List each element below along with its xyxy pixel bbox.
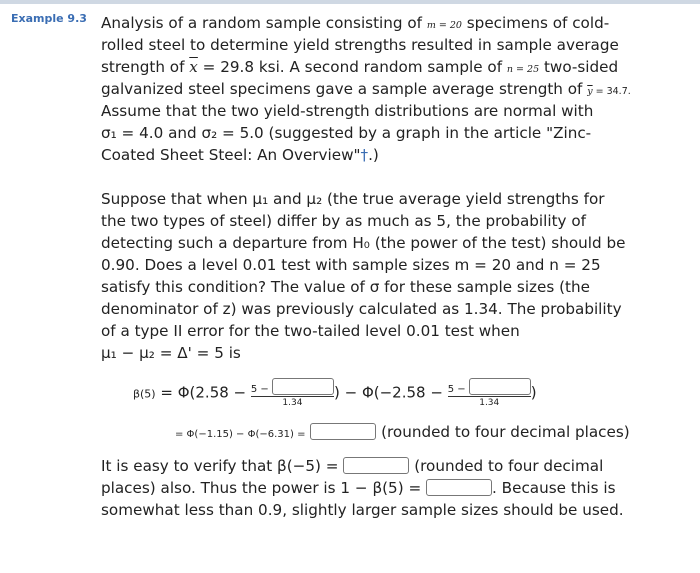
y-bar-value: = 34.7. bbox=[592, 86, 631, 97]
text: galvanized steel specimens gave a sample average strength of bbox=[101, 80, 588, 98]
example-label: Example 9.3 bbox=[11, 12, 87, 25]
text: .) bbox=[368, 146, 379, 164]
fraction-2 bbox=[448, 378, 531, 408]
text-line: somewhat less than 0.9, slightly larger sample sizes should be used. bbox=[101, 501, 624, 519]
rounding-note: (rounded to four decimal places) bbox=[381, 423, 630, 441]
text: places) also. Thus the power is 1 − β(5) = bbox=[101, 479, 422, 497]
beta-label: β(5) bbox=[133, 387, 156, 401]
phi-term-1: Φ(2.58 − bbox=[177, 383, 251, 402]
fraction-1 bbox=[251, 378, 334, 408]
text-line bbox=[101, 455, 696, 477]
answer-input-numerator-1[interactable] bbox=[272, 378, 334, 395]
text-line bbox=[101, 144, 691, 166]
text-line: μ₁ − μ₂ = Δ' = 5 is bbox=[101, 344, 241, 362]
fraction-denominator: 1.34 bbox=[479, 398, 500, 408]
text: . Because this is bbox=[492, 479, 616, 497]
answer-input-numerator-2[interactable] bbox=[469, 378, 531, 395]
phi-difference: = Φ(−1.15) − Φ(−6.31) = bbox=[175, 429, 306, 440]
text-line bbox=[101, 12, 691, 34]
equals: = bbox=[155, 383, 178, 402]
text-line bbox=[101, 477, 696, 499]
answer-input-power[interactable] bbox=[426, 479, 492, 496]
text: 5 − bbox=[250, 384, 269, 395]
sample-size-m: m = 20 bbox=[426, 20, 462, 31]
text-line bbox=[101, 56, 691, 78]
text: strength of bbox=[101, 58, 190, 76]
text-line: denominator of z) was previously calculated as 1.34. The probability bbox=[101, 300, 622, 318]
text-line: detecting such a departure from H₀ (the power of the test) should be bbox=[101, 234, 626, 252]
fraction-numerator bbox=[251, 378, 334, 397]
paragraph-conclusion bbox=[101, 455, 696, 521]
text-line: of a type II error for the two-tailed level 0.01 test when bbox=[101, 322, 520, 340]
x-bar: $\overline{x}$ bbox=[189, 58, 198, 76]
text: Coated Sheet Steel: An Overview" bbox=[101, 146, 361, 164]
phi-evaluation bbox=[175, 423, 630, 441]
text-line: the two types of steel) differ by as much as 5, the probability of bbox=[101, 212, 586, 230]
close-paren: ) bbox=[530, 383, 537, 402]
text-line bbox=[101, 78, 691, 100]
text-line: Assume that the two yield-strength distributions are normal with bbox=[101, 102, 594, 120]
text: two-sided bbox=[539, 58, 619, 76]
text: (rounded to four decimal bbox=[414, 457, 604, 475]
text: = 29.8 ksi. A second random sample of bbox=[197, 58, 507, 76]
text-line: satisfy this condition? The value of σ for these sample sizes (the bbox=[101, 278, 590, 296]
paragraph-question bbox=[101, 188, 691, 364]
top-border bbox=[0, 0, 700, 4]
text-line: 0.90. Does a level 0.01 test with sample sizes m = 20 and n = 25 bbox=[101, 256, 601, 274]
answer-input-beta5[interactable] bbox=[310, 423, 376, 440]
text-line: Suppose that when μ₁ and μ₂ (the true average yield strengths for bbox=[101, 190, 605, 208]
beta-equation bbox=[133, 378, 537, 408]
sample-size-n: n = 25 bbox=[506, 64, 540, 75]
answer-input-beta-neg5[interactable] bbox=[343, 457, 409, 474]
y-bar: $\overline{y}$ bbox=[587, 86, 593, 97]
text: Analysis of a random sample consisting of bbox=[101, 14, 427, 32]
footnote-link[interactable]: † bbox=[360, 146, 369, 164]
text-line: σ₁ = 4.0 and σ₂ = 5.0 (suggested by a graph in the article "Zinc- bbox=[101, 124, 592, 142]
phi-term-2: ) − Φ(−2.58 − bbox=[334, 383, 448, 402]
text-line: rolled steel to determine yield strengths resulted in sample average bbox=[101, 36, 619, 54]
text: 5 − bbox=[447, 384, 466, 395]
text: It is easy to verify that β(−5) = bbox=[101, 457, 339, 475]
text: specimens of cold- bbox=[461, 14, 610, 32]
fraction-numerator bbox=[448, 378, 531, 397]
paragraph-problem bbox=[101, 12, 691, 166]
fraction-denominator: 1.34 bbox=[282, 398, 303, 408]
